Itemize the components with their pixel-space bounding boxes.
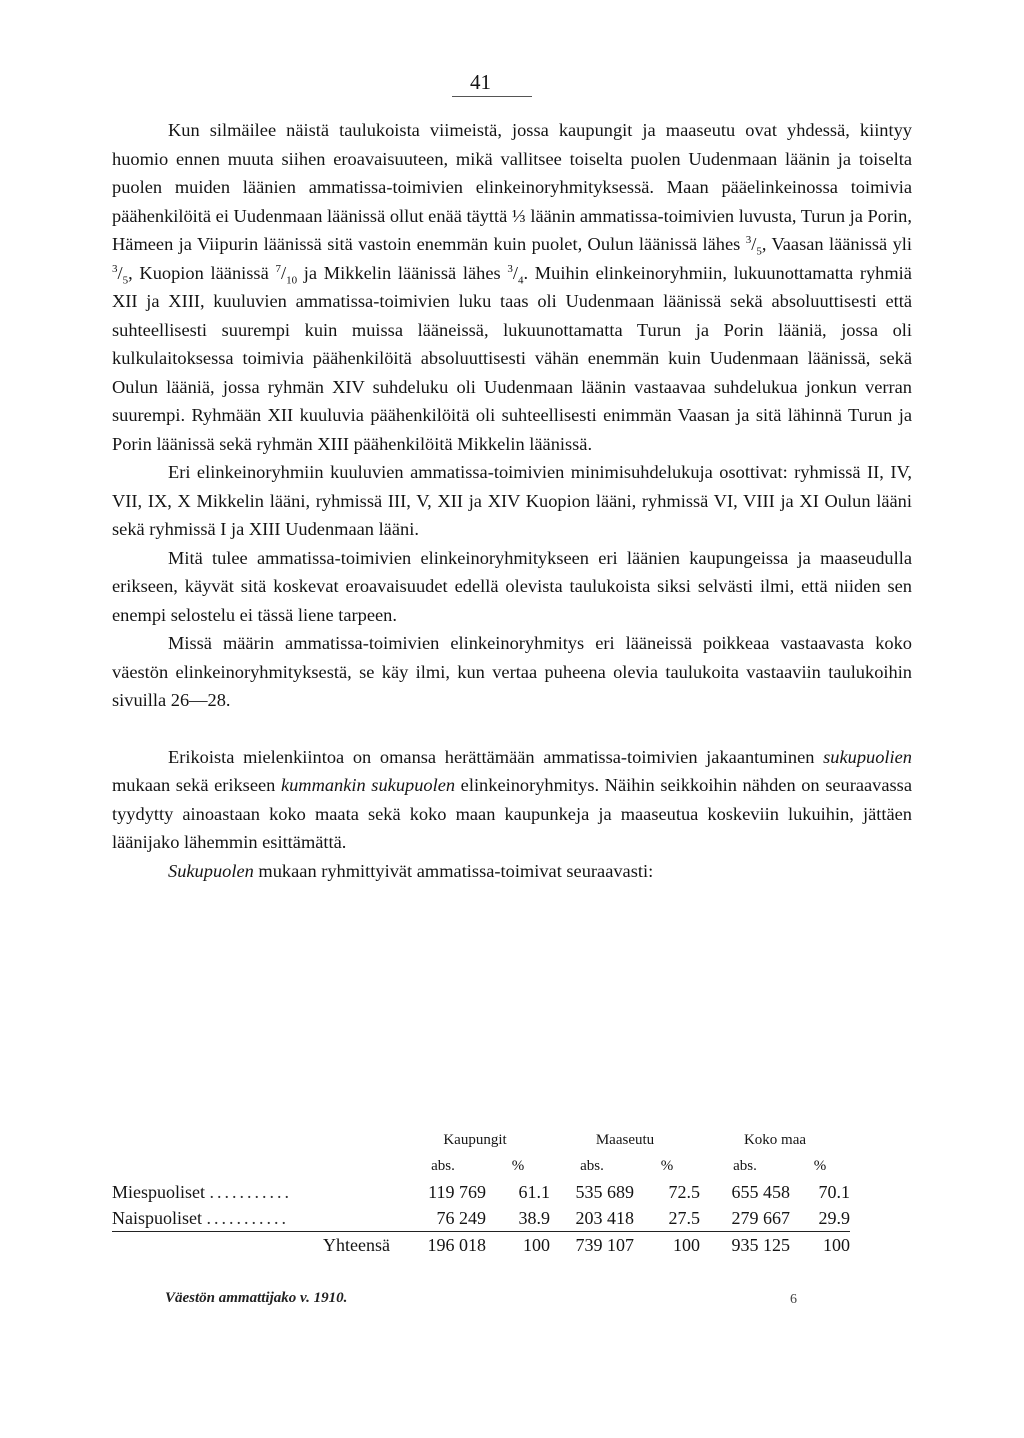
fraction-one-third: ⅓ — [511, 205, 526, 226]
cell-koko-maa-abs: 279 667 — [731, 1207, 790, 1228]
total-maaseutu-percent: 100 — [634, 1232, 700, 1259]
column-header-abs: abs. — [580, 1157, 604, 1174]
column-group-kaupungit: Kaupungit — [443, 1131, 507, 1148]
fraction-numerator: 3 — [507, 262, 513, 275]
footer-publication-title: Väestön ammattijako v. 1910. — [165, 1290, 348, 1306]
cell-koko-maa-percent: 29.9 — [818, 1207, 850, 1228]
total-label: Yhteensä — [112, 1232, 400, 1259]
total-koko-maa-percent: 100 — [790, 1232, 850, 1259]
fraction-denominator: 10 — [286, 274, 298, 287]
emphasis-sukupuolen: Sukupuolen — [168, 860, 254, 881]
row-label: Naispuoliset ........... — [112, 1207, 289, 1228]
fraction-numerator: 3 — [745, 233, 752, 246]
paragraph-6-text: mukaan ryhmittyivät ammatissa-toimivat seuraavasti: — [258, 860, 654, 881]
column-header-abs: abs. — [733, 1157, 757, 1174]
paragraph-1-text-e: ja Mikkelin läänissä lähes — [303, 262, 501, 283]
emphasis-sukupuolien: sukupuolien — [823, 746, 912, 767]
cell-kaupungit-percent: 61.1 — [518, 1181, 550, 1202]
table-corner-cell — [112, 1127, 400, 1153]
total-kaupungit-abs: 196 018 — [400, 1232, 486, 1259]
sex-distribution-table — [112, 1127, 850, 1258]
column-header-percent: % — [813, 1157, 827, 1174]
paragraph-1-text-b: läänin ammatissa-toimivien luvusta, Turun ja Porin, Hämeen ja Viipurin läänissä sitä vastoin enemmän kuin puolet, Oulun läänissä lähes — [112, 205, 912, 254]
body-text — [112, 116, 912, 885]
cell-kaupungit-abs: 76 249 — [436, 1207, 486, 1228]
paragraph-4: Missä määrin ammatissa-toimivien elinkeinoryhmitys eri lääneissä poikkeaa vastaavasta koko väestön elinkeinoryhmityksestä, se käy ilmi, kun vertaa puheena olevia taulukoita vastaaviin taulukoihin sivuilla 26—28. — [112, 633, 912, 710]
table-corner-cell — [112, 1153, 400, 1179]
paragraph-5-text-b: mukaan sekä erikseen — [112, 775, 276, 795]
table-group-header-row — [112, 1127, 850, 1153]
emphasis-kummankin-sukupuolen: kummankin sukupuolen — [280, 775, 456, 795]
paragraph-1-text-a: Kun silmäilee näistä taulukoista viimeistä, jossa kaupungit ja maaseutu ovat yhdessä, kiintyy huomio ennen muuta siihen eroavaisuuteen, mikä vallitsee toiselta puolen Uudenmaan läänin ja toiselta puolen muiden läänien ammatissa-toimivien elinkeinoryhmityksessä. Maan pääelinkeinossa toimivia päähenkilöitä ei Uudenmaan läänissä ollut enää täyttä — [112, 120, 912, 226]
table-sub-header-row — [112, 1153, 850, 1179]
fraction-denominator: 5 — [122, 274, 129, 287]
cell-maaseutu-percent: 72.5 — [668, 1181, 700, 1202]
paragraph-1-text-f: . Muihin elinkeinoryhmiin, lukuunottamatta ryhmiä XII ja XIII, kuuluvien ammatissa-toimivien luku taas oli Uudenmaan läänissä sekä absoluuttisesti että suhteellisesti suurempi kuin muissa lääneissä, lukuunottamatta Turun ja Porin lääniä, jossa oli kulkulaitoksessa toimivia päähenkilöitä absoluuttisesti vähän enemmän kuin Uudenmaan läänissä, sekä Oulun lääniä, jossa ryhmän XIV suhdeluku oli Uudenmaan läänin vastaavaa suhdelukua jonkun verran suurempi. Ryhmään XII kuuluvia päähenkilöitä oli suhteellisesti enimmän Vaasan ja sitä lähinnä Turun ja Porin läänissä sekä ryhmän XIII päähenkilöitä Mikkelin läänissä. — [112, 262, 912, 454]
paragraph-1-text-d: , Kuopion läänissä — [128, 262, 269, 283]
cell-kaupungit-abs: 119 769 — [428, 1181, 486, 1202]
total-maaseutu-abs: 739 107 — [550, 1232, 634, 1259]
fraction-numerator: 3 — [112, 262, 118, 275]
column-header-percent: % — [511, 1157, 525, 1174]
column-group-koko-maa: Koko maa — [743, 1131, 807, 1148]
leader-dots: ........... — [206, 1207, 289, 1228]
cell-maaseutu-abs: 203 418 — [575, 1207, 634, 1228]
paragraph-5 — [112, 743, 912, 857]
paragraph-1: Kun silmäilee näistä taulukoista viimeistä, jossa kaupungit ja maaseutu ovat yhdessä, kiintyy huomio ennen muuta siihen eroavaisuuteen, mikä vallitsee toiselta puolen Uudenmaan läänin ja toiselta puolen muiden läänien ammatissa-toimivien elinkeinoryhmityksessä. Maan pääelinkeinossa toimivia päähenkilöitä ei Uudenmaan läänissä ollut enää täyttä ⅓ läänin ammatissa-toimivien luvusta, Turun ja Porin, Hämeen ja Viipurin läänissä sitä vastoin enemmän kuin puolet, Oulun läänissä lähes $^3/_5$, Vaasan läänissä yli $^3/_5$, Kuopion läänissä $^7/_{10}$ ja Mikkelin läänissä lähes $^3/_4$. Muihin elinkeinoryhmiin, lukuunottamatta ryhmiä XII ja XIII, kuuluvien ammatissa-toimivien luku taas oli Uudenmaan läänissä sekä absoluuttisesti että suhteellisesti suurempi kuin muissa lääneissä, lukuunottamatta Turun ja Porin lääniä, jossa oli kulkulaitoksessa toimivia päähenkilöitä absoluuttisesti vähän enemmän kuin Uudenmaan läänissä, sekä Oulun lääniä, jossa ryhmän XIV suhdeluku oli Uudenmaan läänin vastaavaa suhdelukua jonkun verran suurempi. Ryhmään XII kuuluvia päähenkilöitä oli suhteellisesti enimmän Vaasan ja sitä lähinnä Turun ja Porin läänissä sekä ryhmän XIII päähenkilöitä Mikkelin läänissä. — [112, 120, 912, 454]
page-number: 41 — [470, 70, 491, 94]
footer-signature-mark: 6 — [790, 1292, 797, 1307]
cell-maaseutu-abs: 535 689 — [575, 1181, 634, 1202]
paragraph-1-text-c: , Vaasan läänissä yli — [761, 234, 912, 254]
cell-maaseutu-percent: 27.5 — [668, 1207, 700, 1228]
fraction-numerator: 7 — [275, 262, 281, 275]
row-label: Miespuoliset ........... — [112, 1181, 292, 1202]
total-kaupungit-percent: 100 — [486, 1232, 550, 1259]
column-header-abs: abs. — [431, 1157, 455, 1174]
total-koko-maa-abs: 935 125 — [700, 1232, 790, 1259]
cell-koko-maa-abs: 655 458 — [731, 1181, 790, 1202]
paragraph-6 — [112, 857, 912, 886]
cell-koko-maa-percent: 70.1 — [818, 1181, 850, 1202]
table-total-row — [112, 1232, 850, 1259]
fraction-denominator: 5 — [756, 245, 762, 258]
paragraph-2: Eri elinkeinoryhmiin kuuluvien ammatissa-toimivien minimisuhdelukuja osottivat: ryhmissä II, IV, VII, IX, X Mikkelin lääni, ryhmissä III, V, XII ja XIV Kuopion lääni, ryhmissä VI, VIII ja XI Oulun lääni sekä ryhmissä I ja XIII Uudenmaan lääni. — [112, 462, 912, 539]
paragraph-3: Mitä tulee ammatissa-toimivien elinkeinoryhmitykseen eri läänien kaupungeissa ja maaseudulla erikseen, käyvät sitä koskevat eroavaisuudet edellä olevista taulukoista siksi selvästi ilmi, että niiden sen enempi selostelu ei tässä liene tarpeen. — [112, 547, 912, 625]
leader-dots: ........... — [209, 1181, 292, 1202]
column-header-percent: % — [660, 1157, 674, 1174]
table-row — [112, 1179, 850, 1205]
page-number-rule — [452, 96, 532, 97]
cell-kaupungit-percent: 38.9 — [518, 1207, 550, 1228]
table-row — [112, 1205, 850, 1232]
paragraph-5-text-a: Erikoista mielenkiintoa on omansa herättämään ammatissa-toimivien jakaantuminen — [168, 746, 815, 767]
column-group-maaseutu: Maaseutu — [595, 1131, 655, 1148]
paragraph-5-text-c: elinkeinoryhmitys. Näihin seikkoihin nähden on seuraavassa tyydytty ainoastaan koko maata sekä koko maan kaupunkeja ja maaseutua koskeviin lukuihin, jättäen läänijako lähemmin esittämättä. — [112, 775, 913, 852]
fraction-denominator: 4 — [517, 274, 524, 287]
